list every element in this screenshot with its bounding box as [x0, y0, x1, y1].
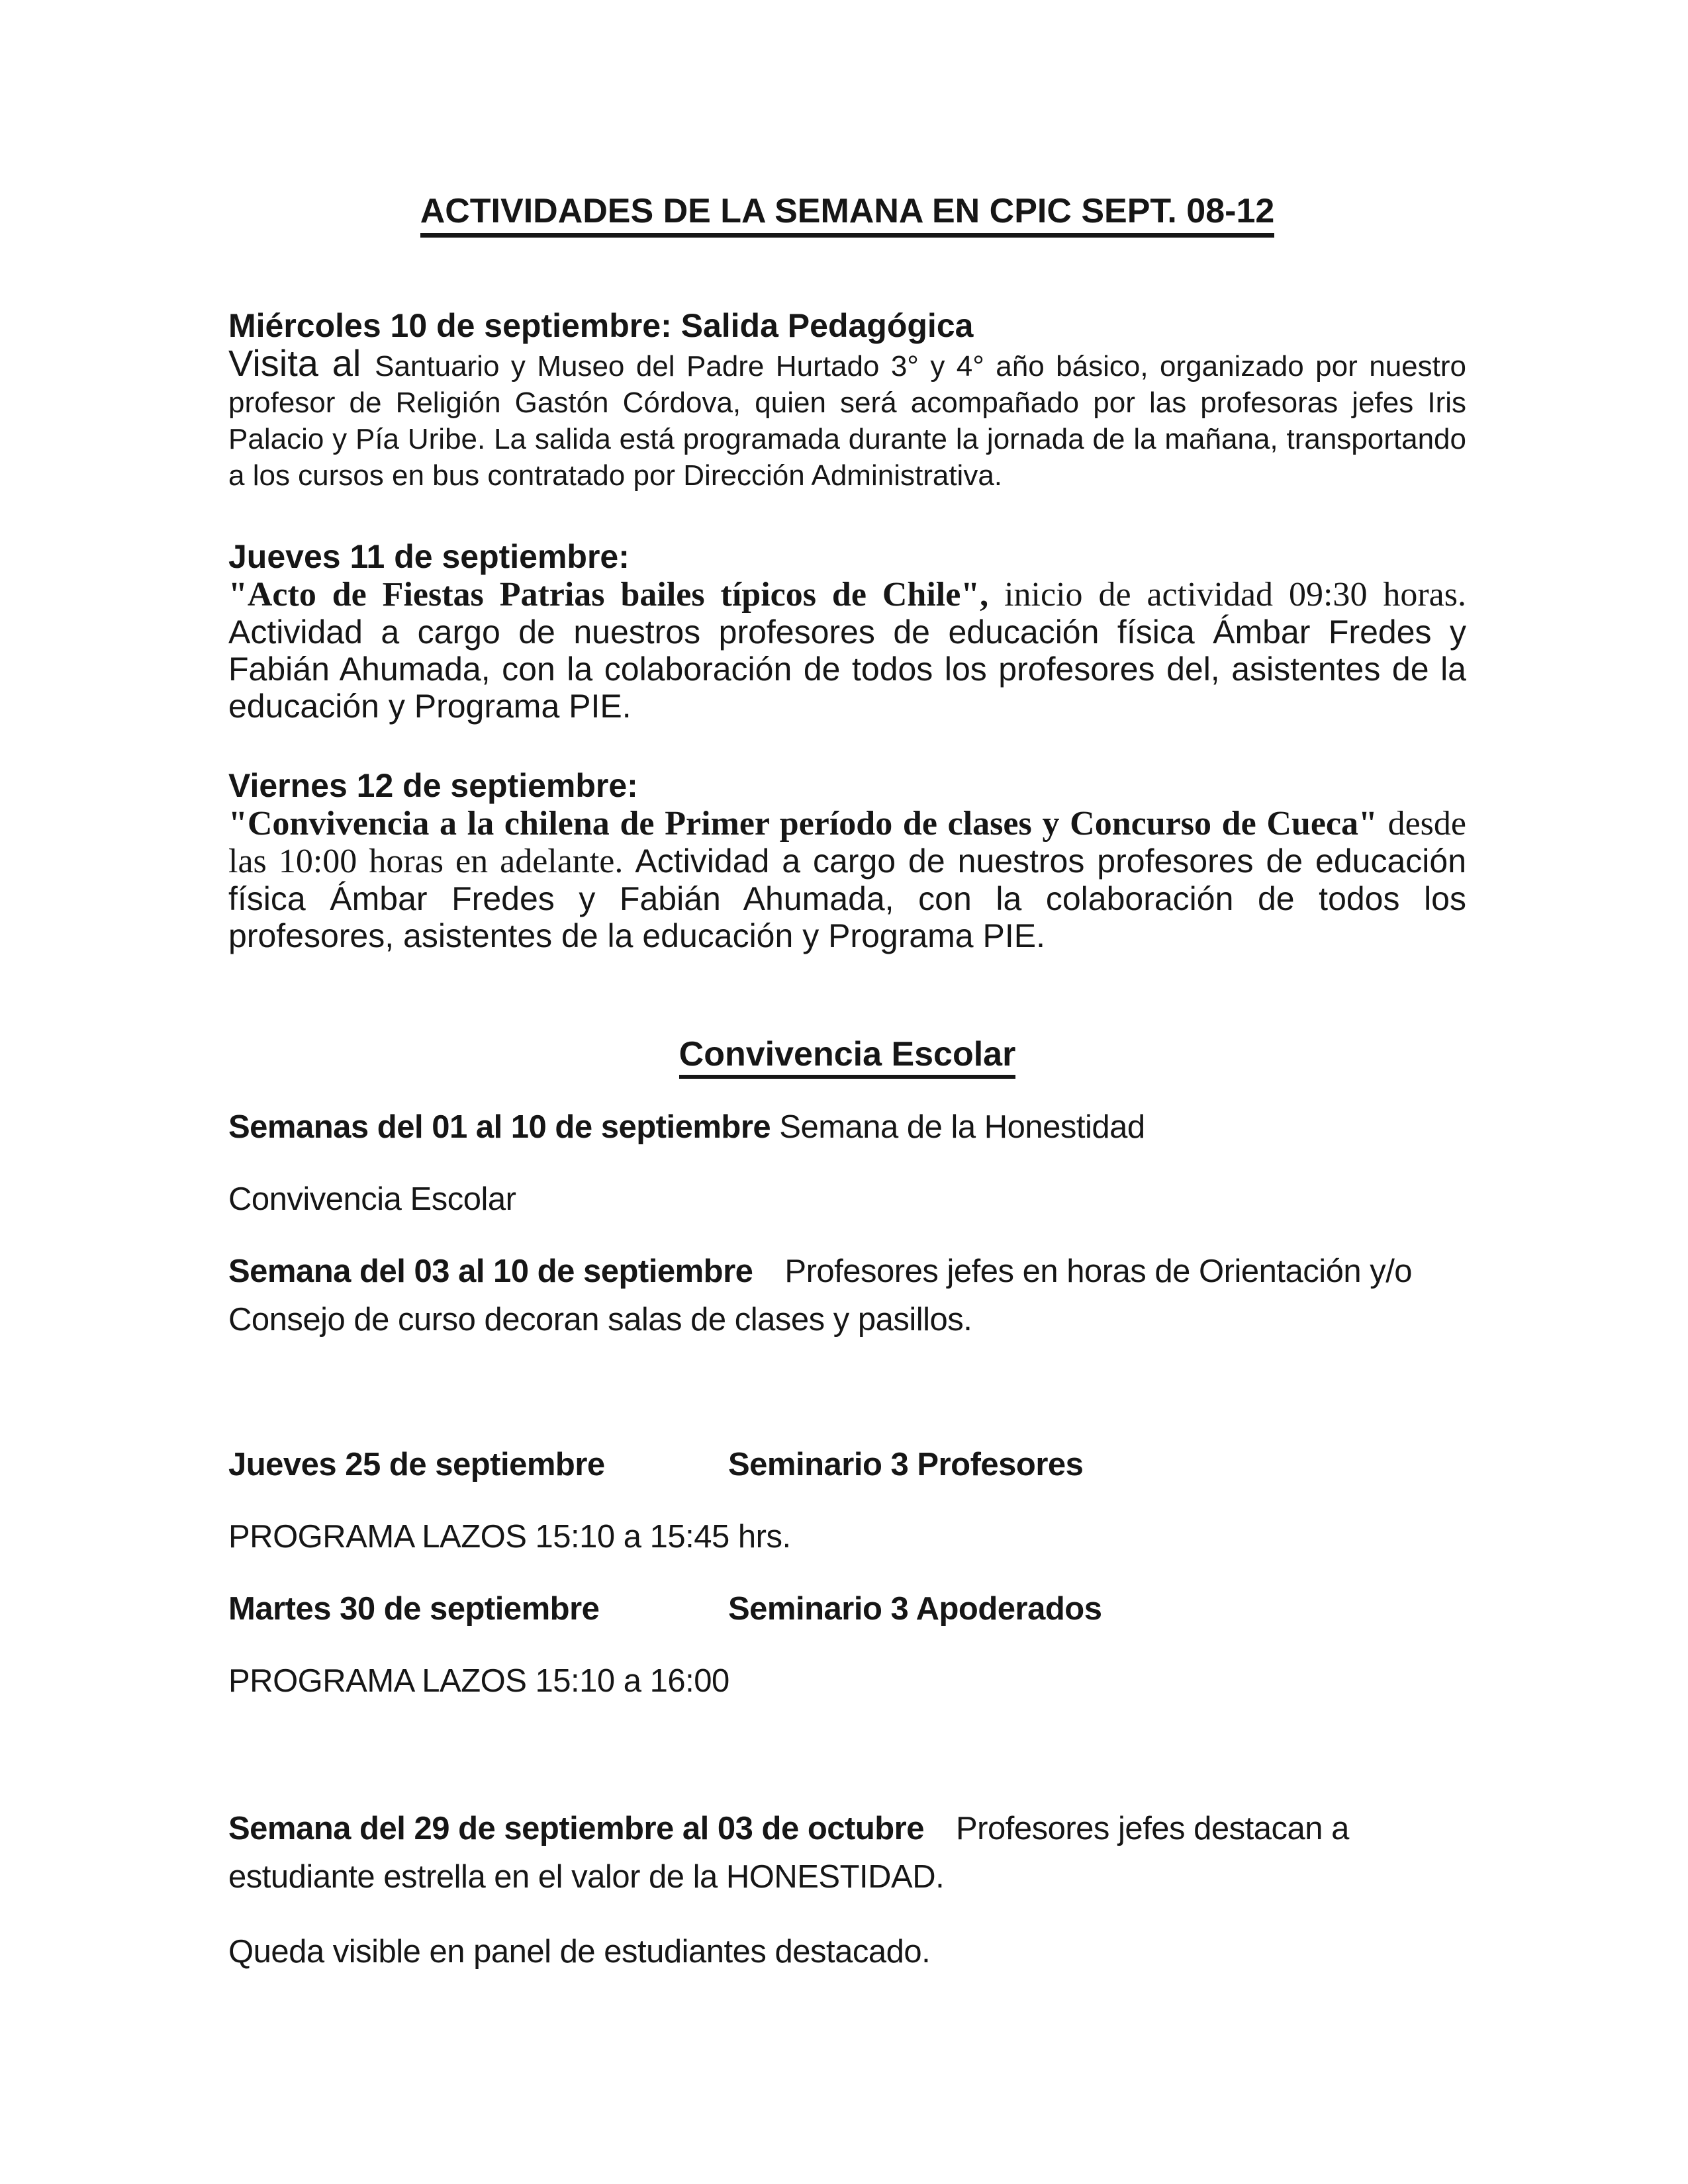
jueves11-quote-tail-run: inicio de actividad 09:30 horas.	[1004, 576, 1467, 614]
paragraph-convivencia-escolar-line: Convivencia Escolar	[228, 1181, 516, 1217]
paragraph-semana-honestidad	[228, 1103, 1466, 1152]
seminario-profesores-label-run: Seminario 3 Profesores	[728, 1447, 1084, 1482]
paragraph-viernes-12	[228, 805, 1466, 954]
document-title-text	[420, 192, 1275, 238]
document-content	[0, 191, 1688, 1976]
semana-estrella-text-run: Profesores jefes destacan a estudiante estrella en el valor de la HONESTIDAD.	[228, 1811, 1349, 1895]
semana-estrella-date-run: Semana del 29 de septiembre al 03 de octubre	[228, 1811, 924, 1846]
document-title-underlined: ACTIVIDADES DE LA SEMANA EN CPIC SEPT. 08-12	[420, 192, 1275, 230]
semana-decoracion-text-run: Profesores jefes en horas de Orientación y/o Consejo de curso decoran salas de clases y pasillos.	[228, 1253, 1413, 1338]
viernes12-quote-tail-run: desde las 10:00 horas en adelante.	[228, 805, 1466, 880]
viernes12-quote-run: "Convivencia a la chilena de Primer período de clases y Concurso de Cueca"	[228, 805, 1388, 842]
paragraph-programa-lazos-1: PROGRAMA LAZOS 15:10 a 15:45 hrs.	[228, 1519, 791, 1555]
heading-convivencia-escolar	[228, 1034, 1466, 1074]
paragraph-seminario-profesores	[228, 1441, 1466, 1489]
seminario-apoderados-label-run: Seminario 3 Apoderados	[728, 1591, 1102, 1627]
paragraph-semana-estrella	[228, 1805, 1466, 1901]
heading-jueves-11: Jueves 11 de septiembre:	[228, 538, 630, 575]
semana-honestidad-date-run: Semanas del 01 al 10 de septiembre	[228, 1109, 780, 1145]
semana-honestidad-text-run: Semana de la Honestidad	[779, 1109, 1145, 1145]
seminario-profesores-date-run: Jueves 25 de septiembre	[228, 1447, 605, 1482]
paragraph-salida	[228, 342, 1466, 494]
document-title	[228, 191, 1466, 231]
paragraph-semana-decoracion	[228, 1248, 1466, 1344]
paragraph-programa-lazos-2: PROGRAMA LAZOS 15:10 a 16:00	[228, 1663, 729, 1699]
salida-body-run: Santuario y Museo del Padre Hurtado 3° y 4° año básico, organizado por nuestro profesor de Religión Gastón Córdova, quien será acompañado por las profesoras jefes Iris Palacio y Pía Uribe. La salida está programada durante la jornada de la mañana, transportando a los cursos en bus contratado por Dirección Administrativa.	[228, 350, 1466, 492]
heading-miercoles-10: Miércoles 10 de septiembre: Salida Pedagógica	[228, 307, 974, 344]
jueves11-quote-run: "Acto de Fiestas Patrias bailes típicos de Chile",	[228, 576, 1005, 614]
paragraph-seminario-apoderados	[228, 1585, 1466, 1633]
seminario-apoderados-date-run: Martes 30 de septiembre	[228, 1591, 600, 1627]
salida-lead-run: Visita al	[228, 342, 375, 384]
semana-decoracion-date-run: Semana del 03 al 10 de septiembre	[228, 1253, 753, 1289]
convivencia-title-underlined: Convivencia Escolar	[679, 1035, 1016, 1079]
paragraph-jueves-11	[228, 576, 1466, 725]
jueves11-body-run: Actividad a cargo de nuestros profesores de educación física Ámbar Fredes y Fabián Ahumada, con la colaboración de todos los profesores del, asistentes de la educación y Programa PIE.	[228, 614, 1466, 725]
paragraph-queda-visible: Queda visible en panel de estudiantes destacado.	[228, 1934, 931, 1970]
heading-viernes-12: Viernes 12 de septiembre:	[228, 767, 638, 804]
viernes12-body-run: Actividad a cargo de nuestros profesores de educación física Ámbar Fredes y Fabián Ahumada, con la colaboración de todos los profesores, asistentes de la educación y Programa PIE.	[228, 842, 1466, 954]
